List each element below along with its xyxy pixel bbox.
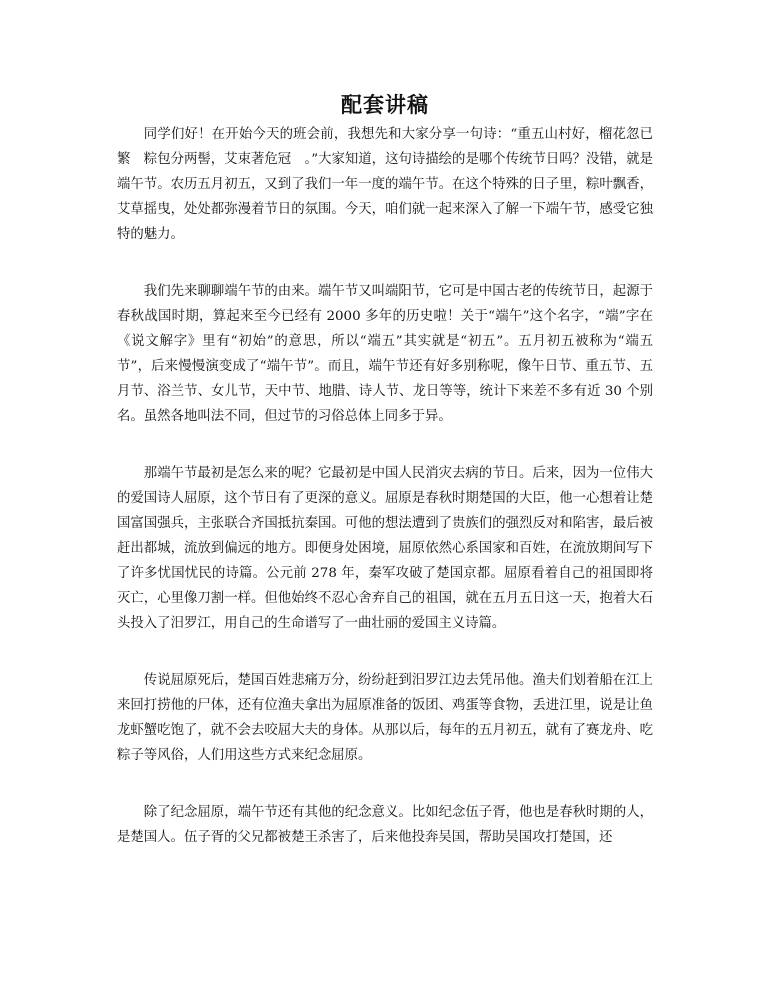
paragraph-wu-zixu: 除了纪念屈原，端午节还有其他的纪念意义。比如纪念伍子胥，他也是春秋时期的人，是楚国人。伍子胥的父兄都被楚王杀害了，后来他投奔吴国，帮助吴国攻打楚国，还 — [117, 805, 653, 845]
paragraph-qu-yuan: 那端午节最初是怎么来的呢？它最初是中国人民消灾去病的节日。后来，因为一位伟大的爱国诗人屈原，这个节日有了更深的意义。屈原是春秋时期楚国的大臣，他一心想着让楚国富国强兵，主张联合齐国抵抗秦国。可他的想法遭到了贵族们的强烈反对和陷害，最后被赶出都城，流放到偏远的地方。即便身处困境，屈原依然心系国家和百姓，在流放期间写下了许多忧国忧民的诗篇。公元前 278 年，秦军攻破了楚国京都。屈原看着自己的祖国即将灭亡，心里像刀割一样。但他始终不忍心舍弃自己的祖国，就在五月五日这一天，抱着大石头投入了汨罗江，用自己的生命谱写了一曲壮丽的爱国主义诗篇。 — [117, 466, 653, 631]
paragraph-origin: 我们先来聊聊端午节的由来。端午节又叫端阳节，它可是中国古老的传统节日，起源于春秋战国时期，算起来至今已经有 2000 多年的历史啦！关于“端午”这个名字，“端”字在《说文解字》里有“初始”的意思，所以“端五”其实就是“初五”。五月初五被称为“端五节”，后来慢慢演变成了“端午节”。而且，端午节还有好多别称呢，像午日节、重五节、五月节、浴兰节、女儿节，天中节、地腊、诗人节、龙日等等，统计下来差不多有近 30 个别名。虽然各地叫法不同，但过节的习俗总体上同多于异。 — [117, 284, 653, 424]
paragraph-legend: 传说屈原死后，楚国百姓悲痛万分，纷纷赶到汨罗江边去凭吊他。渔夫们划着船在江上来回打捞他的尸体，还有位渔夫拿出为屈原准备的饭团、鸡蛋等食物，丢进江里，说是让鱼龙虾蟹吃饱了，就不会去咬屈大夫的身体。从那以后，每年的五月初五，就有了赛龙舟、吃粽子等风俗，人们用这些方式来纪念屈原。 — [117, 673, 653, 763]
document-title: 配套讲稿 — [341, 92, 429, 117]
paragraph-intro: 同学们好！在开始今天的班会前，我想先和大家分享一句诗：“重五山村好，榴花忽已繁 粽包分两髻，艾束著危冠 。”大家知道，这句诗描绘的是哪个传统节日吗？没错，就是端午节。农历五月初五，又到了我们一年一度的端午节。在这个特殊的日子里，粽叶飘香，艾草摇曳，处处都弥漫着节日的氛围。今天，咱们就一起来深入了解一下端午节，感受它独特的魅力。 — [117, 127, 653, 242]
